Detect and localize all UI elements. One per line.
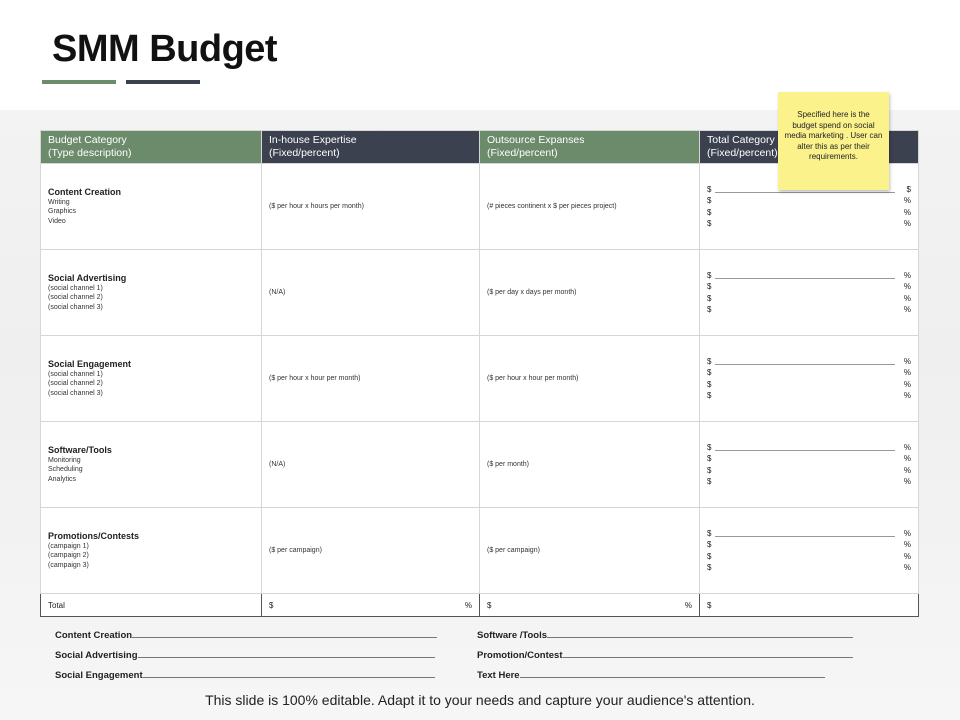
category-sub-item: (social channel 2)	[48, 294, 103, 302]
total-inhouse: $ %	[262, 594, 480, 617]
category-cell	[41, 250, 262, 336]
percent-sign: %	[903, 196, 911, 206]
dollar-sign: $	[707, 368, 712, 378]
category-sub-item: (campaign 1)	[48, 542, 89, 550]
dollar-sign: $	[707, 207, 712, 217]
table-row	[41, 422, 919, 508]
total-line	[707, 293, 911, 305]
category-sub-item: (social channel 3)	[48, 389, 103, 397]
total-line	[707, 442, 911, 454]
percent-sign: %	[903, 551, 911, 561]
amount-blank	[715, 272, 895, 279]
category-sub-item: (campaign 2)	[48, 552, 89, 560]
category-cell	[41, 336, 262, 422]
table-row	[41, 250, 919, 336]
dollar-sign: $	[707, 391, 712, 401]
budget-table	[40, 130, 919, 617]
category-name: Social Advertising	[48, 272, 127, 283]
total-line	[707, 453, 911, 465]
dollar-sign: $	[707, 442, 712, 452]
summary-right-2: Promotion/Contest	[477, 648, 853, 661]
dollar-sign: $	[707, 465, 712, 475]
percent-sign: %	[903, 293, 911, 303]
total-line	[707, 218, 911, 230]
total-line	[707, 270, 911, 282]
page-title: SMM Budget	[52, 28, 278, 70]
percent-sign: %	[903, 540, 911, 550]
outsource-cell: ($ per campaign)	[480, 508, 700, 594]
percent-sign: %	[903, 270, 911, 280]
total-line	[707, 539, 911, 551]
percent-sign: %	[903, 368, 911, 378]
dollar-sign: $	[707, 305, 712, 315]
total-line	[707, 476, 911, 488]
outsource-cell: (# pieces continent x $ per pieces project)	[480, 164, 700, 250]
header-total-category: Total Category (Fixed/percent)	[700, 131, 919, 164]
outsource-cell: ($ per hour x hour per month)	[480, 336, 700, 422]
header-outsource-expanses: Outsource Expanses (Fixed/percent)	[480, 131, 700, 164]
percent-sign: %	[903, 442, 911, 452]
dollar-sign: $	[707, 356, 712, 366]
summary-right-3: Text Here	[477, 668, 825, 681]
summary-left-3: Social Engagement	[55, 668, 435, 681]
category-name: Social Engagement	[48, 358, 132, 369]
percent-sign: %	[903, 282, 911, 292]
inhouse-cell: ($ per hour x hours per month)	[262, 164, 480, 250]
dollar-sign: $	[707, 551, 712, 561]
dollar-sign: $	[707, 196, 712, 206]
category-name: Software/Tools	[48, 444, 112, 455]
total-label: Total	[41, 594, 262, 617]
total-line	[707, 207, 911, 219]
outsource-cell: ($ per day x days per month)	[480, 250, 700, 336]
dollar-sign: $	[707, 563, 712, 573]
category-sub-item: Graphics	[48, 208, 77, 216]
total-category-cell	[700, 422, 919, 508]
total-category-cell	[700, 336, 919, 422]
total-line	[707, 551, 911, 563]
inhouse-cell: ($ per campaign)	[262, 508, 480, 594]
outsource-cell: ($ per month)	[480, 422, 700, 508]
percent-sign: %	[903, 305, 911, 315]
header-budget-category: Budget Category (Type description)	[41, 131, 262, 164]
summary-right-1: Software /Tools	[477, 628, 853, 641]
dollar-sign: $	[707, 184, 712, 194]
total-line	[707, 528, 911, 540]
category-sub-item: (social channel 1)	[48, 370, 103, 378]
category-sub-item: (social channel 1)	[48, 284, 103, 292]
inhouse-cell: (N/A)	[262, 250, 480, 336]
percent-sign: %	[903, 477, 911, 487]
percent-sign: %	[903, 454, 911, 464]
percent-sign: %	[903, 219, 911, 229]
summary-left-1: Content Creation	[55, 628, 437, 641]
category-name: Content Creation	[48, 186, 121, 197]
inhouse-cell: ($ per hour x hour per month)	[262, 336, 480, 422]
category-sub-item: Writing	[48, 198, 70, 206]
dollar-sign: $	[707, 219, 712, 229]
amount-blank	[715, 358, 895, 365]
category-cell	[41, 164, 262, 250]
dollar-sign: $	[707, 477, 712, 487]
percent-sign: %	[903, 379, 911, 389]
category-sub-item: Analytics	[48, 475, 77, 483]
header-inhouse-expertise: In-house Expertise (Fixed/percent)	[262, 131, 480, 164]
total-category-cell	[700, 508, 919, 594]
total-line	[707, 356, 911, 368]
table-row	[41, 508, 919, 594]
total-outsource: $ %	[480, 594, 700, 617]
total-line	[707, 379, 911, 391]
percent-sign: %	[903, 356, 911, 366]
category-sub-item: Monitoring	[48, 456, 81, 464]
category-sub-item: (social channel 2)	[48, 380, 103, 388]
category-name: Promotions/Contests	[48, 530, 140, 541]
total-category-cell	[700, 250, 919, 336]
inhouse-cell: (N/A)	[262, 422, 480, 508]
percent-sign: %	[903, 465, 911, 475]
percent-sign: %	[903, 528, 911, 538]
total-line	[707, 367, 911, 379]
total-line	[707, 304, 911, 316]
title-accent-navy	[126, 80, 200, 84]
summary-left-2: Social Advertising	[55, 648, 435, 661]
total-line	[707, 465, 911, 477]
footer-text: This slide is 100% editable. Adapt it to your needs and capture your audience's attention.	[205, 692, 755, 708]
total-category: $	[700, 594, 919, 617]
category-cell	[41, 508, 262, 594]
category-sub-item: (social channel 3)	[48, 303, 103, 311]
percent-sign: %	[903, 563, 911, 573]
percent-sign: %	[903, 391, 911, 401]
category-sub-item: Video	[48, 217, 66, 225]
dollar-sign: $	[707, 528, 712, 538]
category-cell	[41, 422, 262, 508]
amount-blank	[715, 444, 895, 451]
category-sub-item: (campaign 3)	[48, 561, 89, 569]
total-line	[707, 562, 911, 574]
sticky-note: Specified here is the budget spend on social media marketing . User can alter this as per their requirements.	[778, 92, 889, 190]
dollar-sign: $	[707, 270, 712, 280]
dollar-sign: $	[707, 454, 712, 464]
category-sub-item: Scheduling	[48, 466, 83, 474]
table-row	[41, 336, 919, 422]
table-total-row	[41, 594, 919, 617]
percent-sign: $	[906, 184, 911, 194]
dollar-sign: $	[707, 540, 712, 550]
total-line	[707, 390, 911, 402]
total-line	[707, 281, 911, 293]
dollar-sign: $	[707, 282, 712, 292]
total-line	[707, 195, 911, 207]
dollar-sign: $	[707, 379, 712, 389]
title-accent-green	[42, 80, 116, 84]
amount-blank	[715, 530, 895, 537]
dollar-sign: $	[707, 293, 712, 303]
percent-sign: %	[903, 207, 911, 217]
